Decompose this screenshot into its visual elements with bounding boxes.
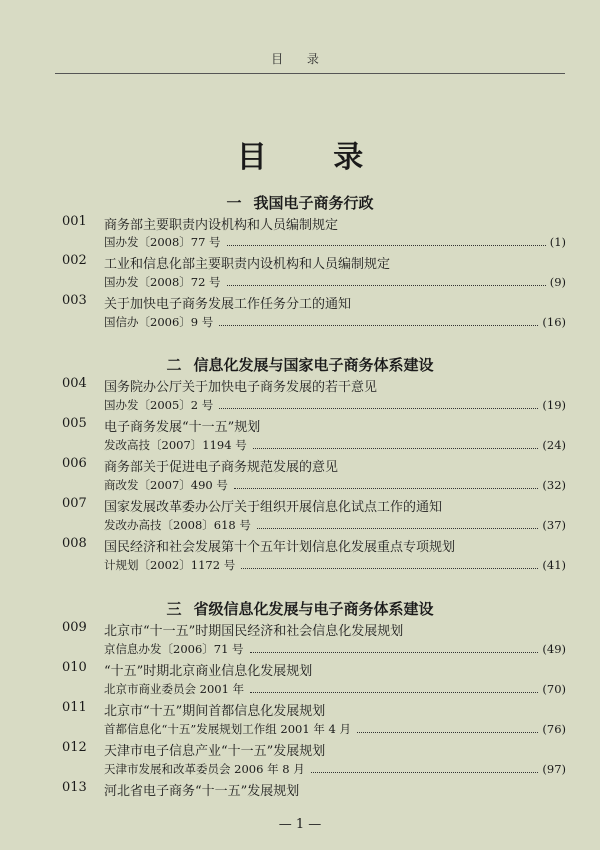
section-heading — [0, 192, 600, 213]
entry-doc-number: 发改办高技〔2008〕618 号 — [104, 518, 251, 532]
entry-doc-line — [104, 680, 566, 698]
entry-title: 国民经济和社会发展第十个五年计划信息化发展重点专项规划 — [104, 540, 456, 555]
section-heading — [0, 354, 600, 375]
entry-page: (1) — [549, 235, 566, 249]
entry-number: 010 — [62, 660, 87, 675]
entry-doc-line — [104, 640, 566, 658]
leader-dots — [250, 692, 538, 693]
page-title: 目 录 — [236, 140, 392, 175]
header-rule — [55, 73, 565, 74]
leader-dots — [219, 408, 538, 409]
entry-page: (16) — [542, 315, 566, 329]
entry-doc-line — [104, 476, 566, 494]
leader-dots — [241, 568, 538, 569]
entry-title: 天津市电子信息产业“十一五”发展规划 — [104, 744, 326, 759]
entry-page: (37) — [542, 518, 566, 532]
section-numeral: 三 — [166, 600, 182, 618]
entry-title: 电子商务发展“十一五”规划 — [104, 420, 261, 435]
entry-title: 商务部关于促进电子商务规范发展的意见 — [104, 460, 339, 475]
entry-number: 006 — [62, 456, 87, 471]
entry-doc-number: 国信办〔2006〕9 号 — [104, 315, 214, 329]
leader-dots — [253, 448, 539, 449]
entry-doc-number: 首都信息化“十五”发展规划工作组 2001 年 4 月 — [104, 722, 351, 736]
entry-doc-number: 京信息办发〔2006〕71 号 — [104, 642, 244, 656]
entry-page: (41) — [542, 558, 566, 572]
entry-page: (49) — [542, 642, 566, 656]
running-head: 目 录 — [271, 52, 329, 66]
entry-doc-line — [104, 273, 566, 291]
entry-doc-number: 国办发〔2008〕77 号 — [104, 235, 221, 249]
leader-dots — [234, 488, 539, 489]
section-title: 省级信息化发展与电子商务体系建设 — [193, 600, 434, 618]
entry-page: (70) — [542, 682, 566, 696]
entry-page: (76) — [542, 722, 566, 736]
leader-dots — [257, 528, 539, 529]
entry-doc-line — [104, 516, 566, 534]
section-numeral: 二 — [166, 356, 182, 374]
entry-doc-line — [104, 313, 566, 331]
entry-title: 商务部主要职责内设机构和人员编制规定 — [104, 218, 339, 233]
entry-number: 001 — [62, 214, 87, 229]
leader-dots — [227, 285, 546, 286]
entry-page: (32) — [542, 478, 566, 492]
leader-dots — [227, 245, 546, 246]
entry-number: 013 — [62, 780, 87, 795]
entry-title: 国家发展改革委办公厅关于组织开展信息化试点工作的通知 — [104, 500, 443, 515]
entry-page: (97) — [542, 762, 566, 776]
entry-doc-line — [104, 556, 566, 574]
entry-title: “十五”时期北京商业信息化发展规划 — [104, 664, 313, 679]
leader-dots — [250, 652, 539, 653]
leader-dots — [311, 772, 539, 773]
section-title: 我国电子商务行政 — [253, 194, 374, 212]
entry-doc-number: 国办发〔2005〕2 号 — [104, 398, 214, 412]
entry-title: 关于加快电子商务发展工作任务分工的通知 — [104, 297, 352, 312]
entry-doc-number: 国办发〔2008〕72 号 — [104, 275, 221, 289]
section-numeral: 一 — [226, 194, 242, 212]
entry-doc-line — [104, 760, 566, 778]
section-heading — [0, 598, 600, 619]
entry-doc-number: 北京市商业委员会 2001 年 — [104, 682, 245, 696]
entry-title: 北京市“十五”期间首都信息化发展规划 — [104, 704, 326, 719]
section-title: 信息化发展与国家电子商务体系建设 — [193, 356, 434, 374]
entry-title: 工业和信息化部主要职责内设机构和人员编制规定 — [104, 257, 391, 272]
entry-number: 002 — [62, 253, 87, 268]
leader-dots — [357, 732, 538, 733]
entry-number: 011 — [62, 700, 87, 715]
entry-number: 012 — [62, 740, 87, 755]
entry-doc-number: 商改发〔2007〕490 号 — [104, 478, 228, 492]
entry-doc-line — [104, 233, 566, 251]
entry-number: 008 — [62, 536, 87, 551]
page-number: — 1 — — [278, 817, 322, 832]
entry-doc-line — [104, 720, 566, 738]
entry-page: (24) — [542, 438, 566, 452]
entry-number: 003 — [62, 293, 87, 308]
entry-number: 009 — [62, 620, 87, 635]
entry-doc-number: 发改高技〔2007〕1194 号 — [104, 438, 247, 452]
entry-title: 国务院办公厅关于加快电子商务发展的若干意见 — [104, 380, 378, 395]
entry-doc-line — [104, 396, 566, 414]
entry-number: 005 — [62, 416, 87, 431]
entry-doc-number: 天津市发展和改革委员会 2006 年 8 月 — [104, 762, 305, 776]
entry-title: 河北省电子商务“十一五”发展规划 — [104, 784, 300, 799]
entry-page: (19) — [542, 398, 566, 412]
entry-doc-number: 计规划〔2002〕1172 号 — [104, 558, 236, 572]
entry-page: (9) — [549, 275, 566, 289]
entry-number: 004 — [62, 376, 87, 391]
entry-title: 北京市“十一五”时期国民经济和社会信息化发展规划 — [104, 624, 404, 639]
leader-dots — [219, 325, 538, 326]
entry-number: 007 — [62, 496, 87, 511]
entry-doc-line — [104, 436, 566, 454]
